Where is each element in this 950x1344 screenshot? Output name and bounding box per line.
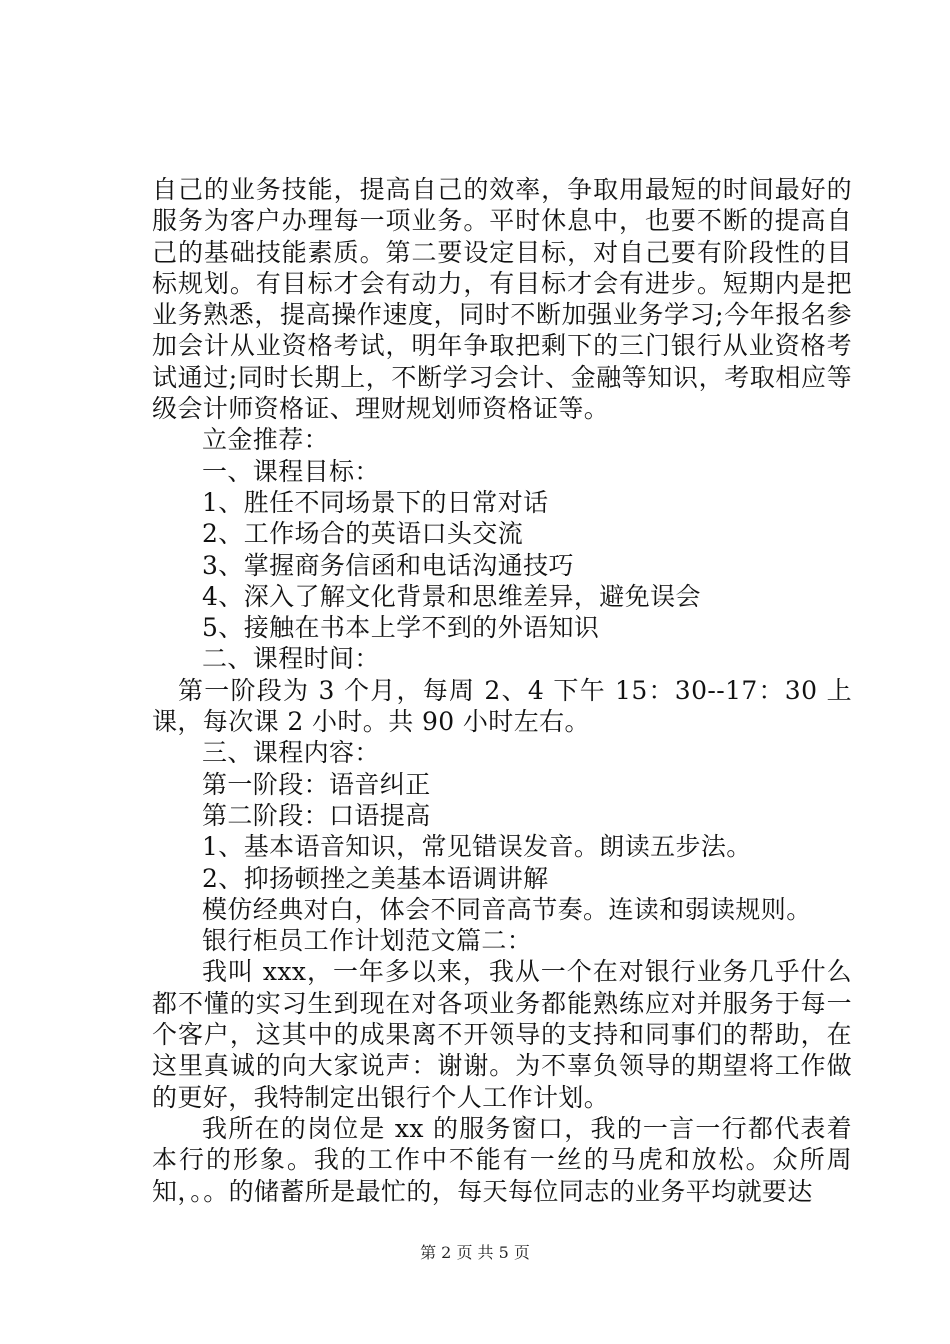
body-paragraph: 我叫 xxx，一年多以来，我从一个在对银行业务几乎什么都不懂的实习生到现在对各项业务都能熟练应对并服务于每一个客户，这其中的成果离不开领导的支持和同事们的帮助，在这里真诚的向大家说声：谢谢。为不辜负领导的期望将工作做的更好，我特制定出银行个人工作计划。 bbox=[152, 957, 852, 1112]
page-number-footer: 第 2 页 共 5 页 bbox=[420, 1243, 530, 1262]
document-body bbox=[152, 174, 852, 1207]
list-item: 5、接触在书本上学不到的外语知识 bbox=[202, 613, 600, 643]
list-item: 2、工作场合的英语口头交流 bbox=[202, 519, 524, 549]
course-time-paragraph: 第一阶段为 3 个月，每周 2、4 下午 15：30--17：30 上课，每次课 2 小时。共 90 小时左右。 bbox=[152, 675, 852, 737]
recommend-heading: 立金推荐： bbox=[202, 425, 330, 455]
article-subtitle: 银行柜员工作计划范文篇二： bbox=[202, 926, 533, 956]
list-item: 1、基本语音知识，常见错误发音。朗读五步法。 bbox=[202, 832, 752, 862]
list-item: 3、掌握商务信函和电话沟通技巧 bbox=[202, 550, 574, 580]
body-paragraph: 我所在的岗位是 xx 的服务窗口，我的一言一行都代表着本行的形象。我的工作中不能有一丝的马虎和放松。众所周知，。。的储蓄所是最忙的，每天每位同志的业务平均就要达 bbox=[152, 1113, 852, 1206]
section-heading-course-time: 二、课程时间： bbox=[202, 644, 380, 674]
list-item: 1、胜任不同场景下的日常对话 bbox=[202, 487, 549, 517]
content-line: 模仿经典对白，体会不同音高节奏。连读和弱读规则。 bbox=[202, 894, 812, 924]
section-heading-course-content: 三、课程内容： bbox=[202, 738, 380, 768]
stage-one-line: 第一阶段：语音纠正 bbox=[202, 769, 431, 799]
stage-two-line: 第二阶段：口语提高 bbox=[202, 800, 431, 830]
section-heading-course-goals: 一、课程目标： bbox=[202, 456, 380, 486]
list-item: 4、深入了解文化背景和思维差异，避免误会 bbox=[202, 581, 701, 611]
paragraph-continuation: 自己的业务技能，提高自己的效率，争取用最短的时间最好的服务为客户办理每一项业务。平时休息中，也要不断的提高自己的基础技能素质。第二要设定目标，对自己要有阶段性的目标规划。有目标才会有动力，有目标才会有进步。短期内是把业务熟悉，提高操作速度，同时不断加强业务学习;今年报名参加会计从业资格考试，明年争取把剩下的三门银行从业资格考试通过;同时长期上，不断学习会计、金融等知识，考取相应等级会计师资格证、理财规划师资格证等。 bbox=[152, 175, 852, 424]
list-item: 2、抑扬顿挫之美基本语调讲解 bbox=[202, 863, 549, 893]
